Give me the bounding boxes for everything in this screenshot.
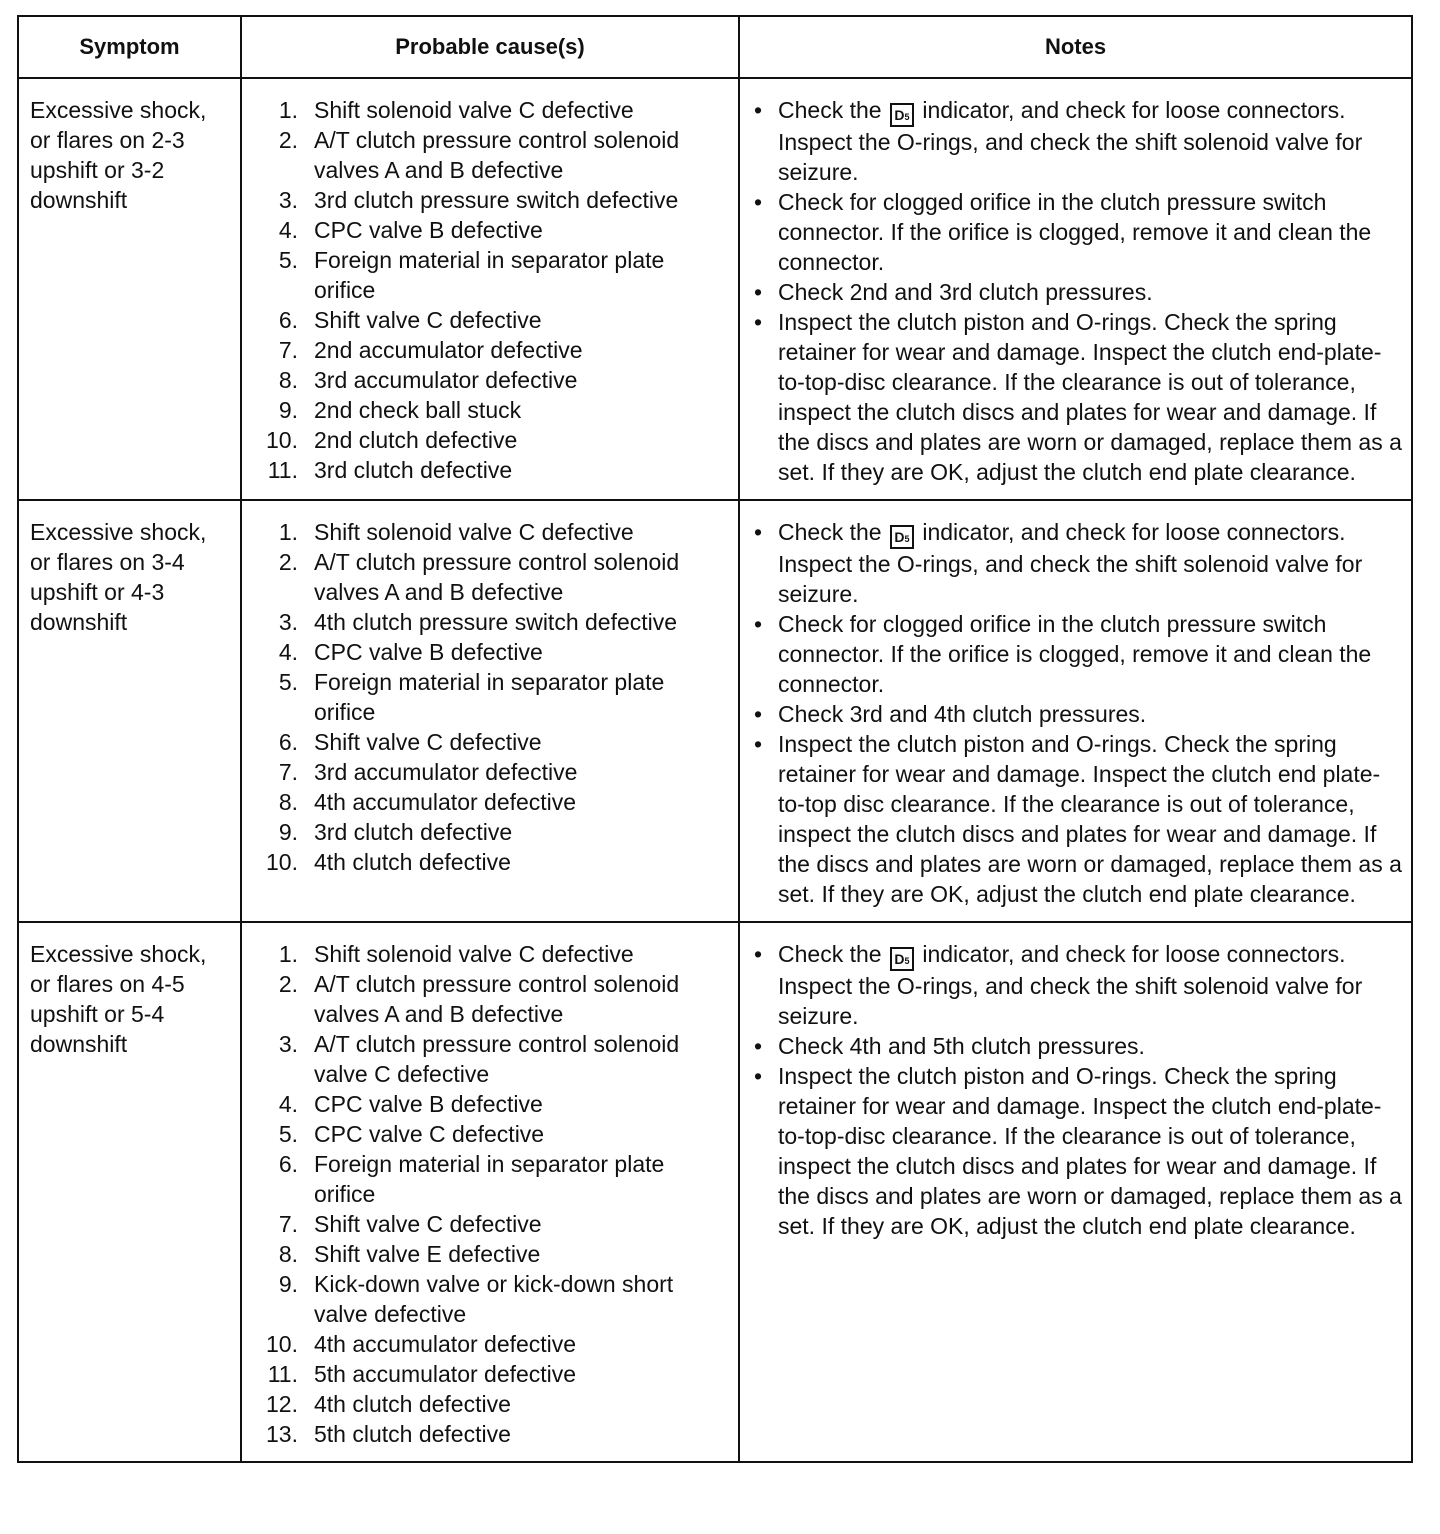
cause-number: 1. — [278, 519, 298, 545]
cause-text: Foreign material in separator plate orifice — [314, 247, 665, 303]
note-text-body: indicator, and check for loose connectors. Inspect the O-rings, and check the shift solenoid valve for seizure. — [778, 97, 1363, 185]
note-text-body: Inspect the clutch piston and O-rings. Check the spring retainer for wear and damage. Inspect the clutch end plate-to-top disc clearance. If the clearance is out of tolerance, inspect the clutch discs and plates for wear and damage. If the discs and plates are worn or damaged, replace them as a set. If they are OK, adjust the clutch end plate clearance. — [778, 731, 1402, 907]
notes-cell — [739, 78, 1412, 500]
header-symptom: Symptom — [18, 16, 241, 78]
cause-text: A/T clutch pressure control solenoid valve C defective — [314, 1031, 680, 1087]
note-text — [778, 187, 1403, 277]
cause-text: A/T clutch pressure control solenoid valves A and B defective — [314, 549, 680, 605]
note-text-body: Check 4th and 5th clutch pressures. — [778, 1033, 1145, 1059]
cause-number: 2. — [278, 549, 298, 575]
cause-number: 5. — [278, 247, 298, 273]
cause-number: 4. — [278, 217, 298, 243]
cause-item — [258, 667, 732, 727]
note-text — [778, 95, 1403, 187]
cause-text: 3rd clutch defective — [314, 457, 513, 483]
cause-number: 1. — [278, 97, 298, 123]
cause-text: 5th accumulator defective — [314, 1361, 577, 1387]
note-item — [754, 699, 1403, 729]
bullet-icon: • — [754, 701, 763, 727]
bullet-icon: • — [754, 309, 763, 335]
note-item — [754, 1061, 1403, 1241]
cause-text: 3rd accumulator defective — [314, 759, 578, 785]
notes-cell — [739, 922, 1412, 1462]
note-text — [778, 939, 1403, 1031]
cause-number: 10. — [266, 427, 298, 453]
notes-cell — [739, 500, 1412, 922]
cause-text: CPC valve B defective — [314, 1091, 543, 1117]
cause-number: 7. — [278, 759, 298, 785]
d5-indicator-icon — [890, 525, 914, 549]
note-text — [778, 609, 1403, 699]
note-text — [778, 517, 1403, 609]
note-text-body: Check 2nd and 3rd clutch pressures. — [778, 279, 1153, 305]
note-text-body: Check 3rd and 4th clutch pressures. — [778, 701, 1147, 727]
header-probable-causes: Probable cause(s) — [241, 16, 739, 78]
table-row — [18, 922, 1412, 1462]
d5-icon-letter: D — [894, 529, 905, 545]
cause-item — [258, 727, 732, 757]
bullet-icon: • — [754, 941, 763, 967]
bullet-icon: • — [754, 279, 763, 305]
cause-text: CPC valve C defective — [314, 1121, 545, 1147]
note-text-body: Check for clogged orifice in the clutch pressure switch connector. If the orifice is clogged, remove it and clean the connector. — [778, 189, 1372, 275]
cause-text: 4th accumulator defective — [314, 789, 577, 815]
cause-item — [258, 365, 732, 395]
cause-item — [258, 1089, 732, 1119]
d5-icon-sub: 5 — [904, 112, 910, 122]
cause-number: 10. — [266, 1331, 298, 1357]
cause-text: Foreign material in separator plate orifice — [314, 1151, 665, 1207]
cause-number: 9. — [278, 1271, 298, 1297]
cause-text: A/T clutch pressure control solenoid valves A and B defective — [314, 127, 680, 183]
cause-item — [258, 425, 732, 455]
note-text — [778, 277, 1403, 307]
cause-item — [258, 1119, 732, 1149]
cause-item — [258, 185, 732, 215]
d5-indicator-icon — [890, 947, 914, 971]
table-row — [18, 78, 1412, 500]
note-text — [778, 1031, 1403, 1061]
note-text-pre: Check the — [778, 941, 882, 967]
cause-text: Shift valve E defective — [314, 1241, 541, 1267]
cause-text: 2nd clutch defective — [314, 427, 518, 453]
note-text-pre: Check the — [778, 97, 882, 123]
causes-cell — [241, 78, 739, 500]
cause-item — [258, 817, 732, 847]
cause-number: 2. — [278, 127, 298, 153]
cause-text: 2nd accumulator defective — [314, 337, 583, 363]
causes-cell — [241, 500, 739, 922]
note-item — [754, 187, 1403, 277]
note-list — [754, 517, 1403, 909]
cause-number: 4. — [278, 1091, 298, 1117]
note-text — [778, 307, 1403, 487]
note-item — [754, 1031, 1403, 1061]
cause-item — [258, 637, 732, 667]
note-item — [754, 95, 1403, 187]
cause-item — [258, 455, 732, 485]
cause-text: 4th accumulator defective — [314, 1331, 577, 1357]
cause-text: 2nd check ball stuck — [314, 397, 522, 423]
cause-item — [258, 787, 732, 817]
note-item — [754, 729, 1403, 909]
d5-icon-sub: 5 — [904, 534, 910, 544]
note-item — [754, 277, 1403, 307]
cause-number: 6. — [278, 307, 298, 333]
bullet-icon: • — [754, 189, 763, 215]
cause-list — [258, 95, 732, 485]
cause-text: Shift solenoid valve C defective — [314, 97, 634, 123]
table-row — [18, 500, 1412, 922]
cause-text: 3rd clutch defective — [314, 819, 513, 845]
bullet-icon: • — [754, 1033, 763, 1059]
cause-number: 8. — [278, 367, 298, 393]
d5-icon-letter: D — [894, 951, 905, 967]
bullet-icon: • — [754, 97, 763, 123]
cause-item — [258, 1359, 732, 1389]
cause-item — [258, 1419, 732, 1449]
bullet-icon: • — [754, 731, 763, 757]
cause-item — [258, 215, 732, 245]
d5-icon-letter: D — [894, 107, 905, 123]
note-text — [778, 729, 1403, 909]
d5-indicator-icon — [890, 103, 914, 127]
cause-text: CPC valve B defective — [314, 639, 543, 665]
cause-item — [258, 1389, 732, 1419]
note-text — [778, 699, 1403, 729]
bullet-icon: • — [754, 519, 763, 545]
cause-number: 3. — [278, 187, 298, 213]
cause-number: 10. — [266, 849, 298, 875]
cause-item — [258, 125, 732, 185]
cause-number: 5. — [278, 669, 298, 695]
cause-item — [258, 847, 732, 877]
note-text-body: indicator, and check for loose connectors. Inspect the O-rings, and check the shift solenoid valve for seizure. — [778, 519, 1363, 607]
d5-icon-sub: 5 — [904, 956, 910, 966]
cause-number: 3. — [278, 1031, 298, 1057]
cause-item — [258, 517, 732, 547]
bullet-icon: • — [754, 611, 763, 637]
cause-list — [258, 517, 732, 877]
cause-text: 4th clutch defective — [314, 849, 511, 875]
cause-item — [258, 1149, 732, 1209]
cause-list — [258, 939, 732, 1449]
cause-item — [258, 1029, 732, 1089]
note-item — [754, 609, 1403, 699]
symptom-cell: Excessive shock, or flares on 4-5 upshift or 5-4 downshift — [18, 922, 241, 1462]
cause-text: Shift valve C defective — [314, 729, 542, 755]
cause-text: A/T clutch pressure control solenoid valves A and B defective — [314, 971, 680, 1027]
causes-cell — [241, 922, 739, 1462]
cause-item — [258, 607, 732, 637]
cause-item — [258, 1269, 732, 1329]
cause-item — [258, 969, 732, 1029]
cause-text: 5th clutch defective — [314, 1421, 511, 1447]
note-text-body: Inspect the clutch piston and O-rings. Check the spring retainer for wear and damage. Inspect the clutch end-plate-to-top-disc clearance. If the clearance is out of tolerance, inspect the clutch discs and plates for wear and damage. If the discs and plates are worn or damaged, replace them as a set. If they are OK, adjust the clutch end plate clearance. — [778, 1063, 1402, 1239]
header-row — [18, 16, 1412, 78]
cause-text: 4th clutch pressure switch defective — [314, 609, 678, 635]
cause-number: 11. — [267, 457, 298, 483]
cause-text: Shift valve C defective — [314, 307, 542, 333]
cause-text: 4th clutch defective — [314, 1391, 511, 1417]
cause-number: 3. — [278, 609, 298, 635]
header-notes: Notes — [739, 16, 1412, 78]
cause-number: 7. — [278, 1211, 298, 1237]
cause-item — [258, 305, 732, 335]
cause-text: CPC valve B defective — [314, 217, 543, 243]
cause-item — [258, 939, 732, 969]
cause-item — [258, 245, 732, 305]
cause-text: Shift valve C defective — [314, 1211, 542, 1237]
cause-item — [258, 395, 732, 425]
note-text — [778, 1061, 1403, 1241]
cause-number: 12. — [266, 1391, 298, 1417]
troubleshooting-table — [17, 15, 1413, 1463]
cause-item — [258, 335, 732, 365]
cause-text: Foreign material in separator plate orifice — [314, 669, 665, 725]
cause-text: Shift solenoid valve C defective — [314, 519, 634, 545]
note-text-body: Check for clogged orifice in the clutch pressure switch connector. If the orifice is clogged, remove it and clean the connector. — [778, 611, 1372, 697]
note-list — [754, 939, 1403, 1241]
note-item — [754, 939, 1403, 1031]
cause-item — [258, 1209, 732, 1239]
cause-number: 4. — [278, 639, 298, 665]
note-list — [754, 95, 1403, 487]
cause-text: Kick-down valve or kick-down short valve defective — [314, 1271, 674, 1327]
cause-number: 13. — [266, 1421, 298, 1447]
note-text-body: indicator, and check for loose connectors. Inspect the O-rings, and check the shift solenoid valve for seizure. — [778, 941, 1363, 1029]
cause-number: 1. — [278, 941, 298, 967]
cause-number: 2. — [278, 971, 298, 997]
cause-item — [258, 1329, 732, 1359]
cause-number: 11. — [267, 1361, 298, 1387]
cause-number: 5. — [278, 1121, 298, 1147]
note-text-pre: Check the — [778, 519, 882, 545]
note-item — [754, 307, 1403, 487]
cause-item — [258, 757, 732, 787]
cause-item — [258, 95, 732, 125]
cause-number: 7. — [278, 337, 298, 363]
cause-number: 6. — [278, 1151, 298, 1177]
cause-text: 3rd accumulator defective — [314, 367, 578, 393]
cause-text: 3rd clutch pressure switch defective — [314, 187, 679, 213]
bullet-icon: • — [754, 1063, 763, 1089]
cause-number: 9. — [278, 397, 298, 423]
cause-text: Shift solenoid valve C defective — [314, 941, 634, 967]
symptom-cell: Excessive shock, or flares on 2-3 upshift or 3-2 downshift — [18, 78, 241, 500]
symptom-cell: Excessive shock, or flares on 3-4 upshift or 4-3 downshift — [18, 500, 241, 922]
cause-number: 9. — [278, 819, 298, 845]
cause-item — [258, 1239, 732, 1269]
cause-item — [258, 547, 732, 607]
note-text-body: Inspect the clutch piston and O-rings. Check the spring retainer for wear and damage. Inspect the clutch end-plate-to-top-disc clearance. If the clearance is out of tolerance, inspect the clutch discs and plates for wear and damage. If the discs and plates are worn or damaged, replace them as a set. If they are OK, adjust the clutch end plate clearance. — [778, 309, 1402, 485]
cause-number: 8. — [278, 789, 298, 815]
cause-number: 6. — [278, 729, 298, 755]
note-item — [754, 517, 1403, 609]
cause-number: 8. — [278, 1241, 298, 1267]
